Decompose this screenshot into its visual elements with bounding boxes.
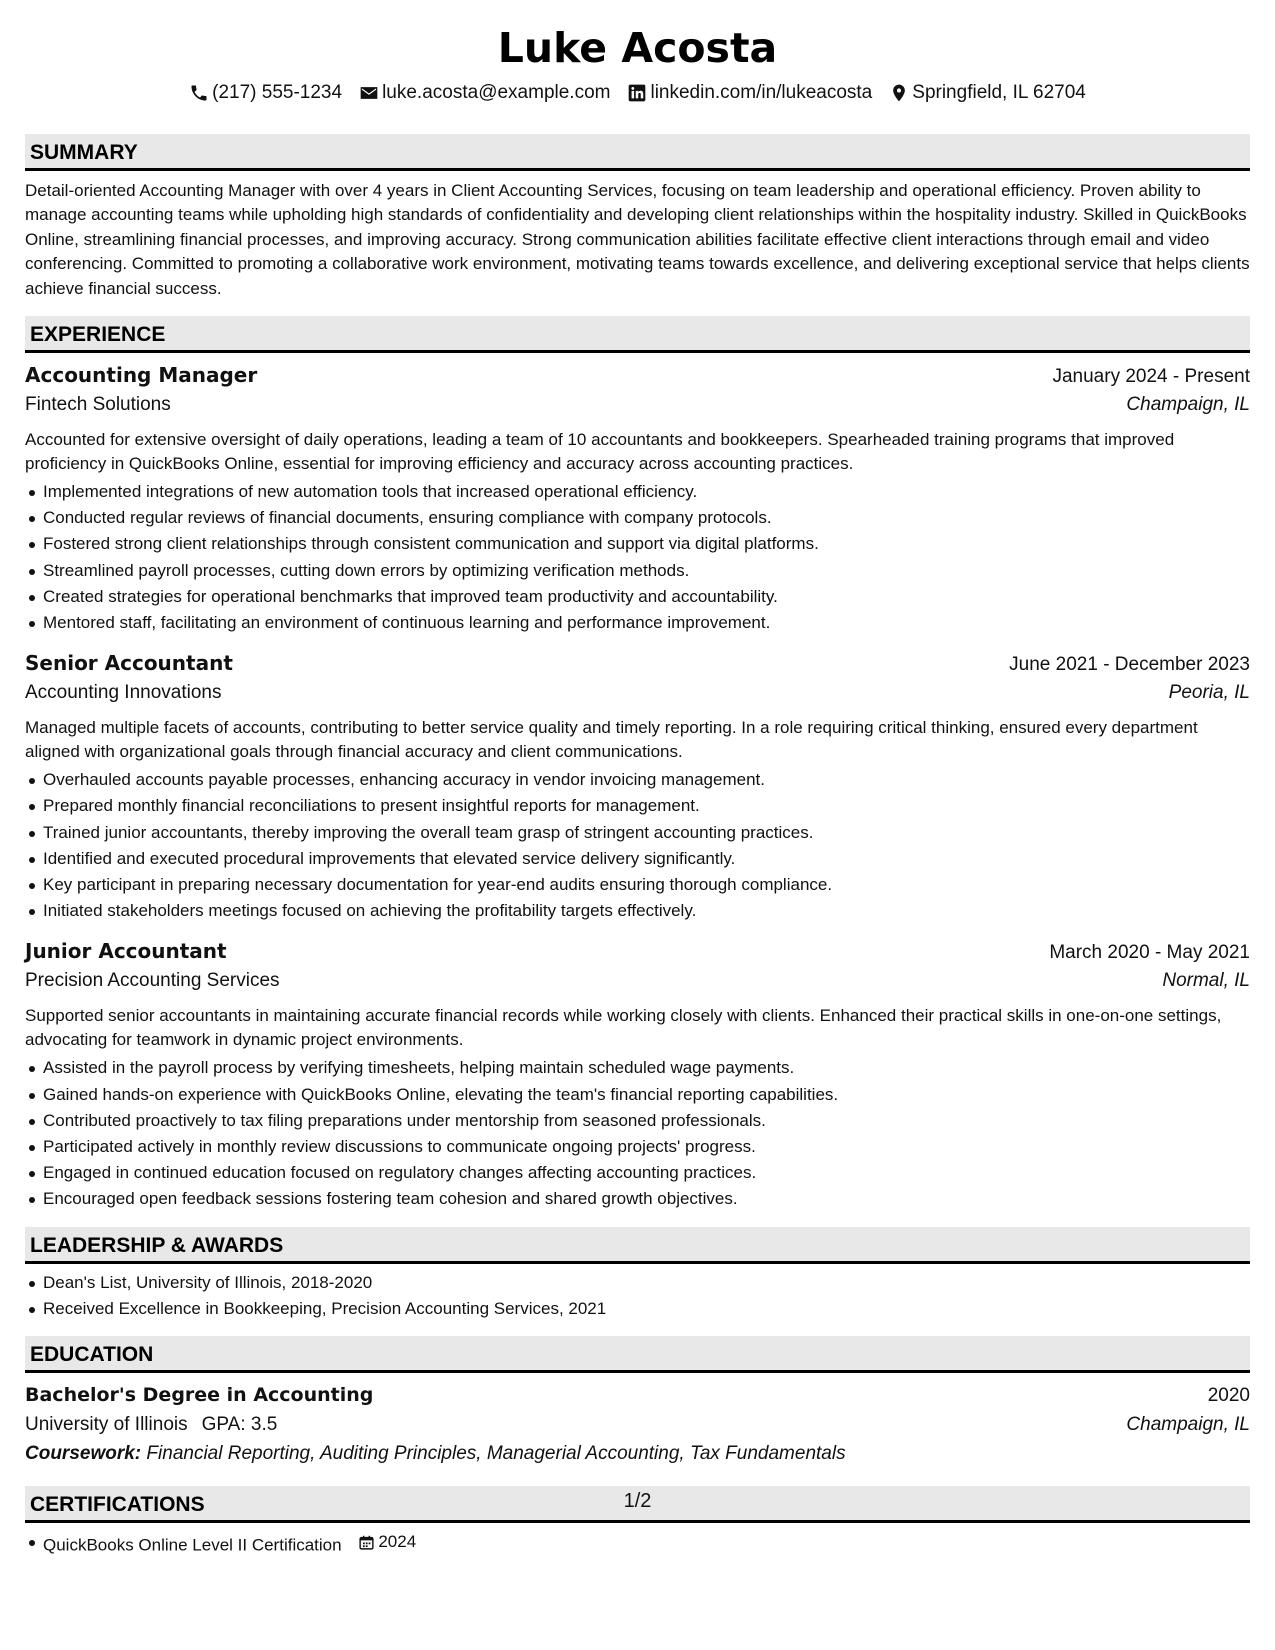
list-item [25, 1529, 1250, 1559]
certification-year: 2024 [378, 1532, 417, 1552]
list-item: Assisted in the payroll process by verifying timesheets, helping maintain scheduled wage payments. [25, 1055, 1250, 1081]
job-title-row [25, 938, 1250, 966]
job-bullets [25, 767, 1250, 924]
gpa: GPA: 3.5 [201, 1414, 278, 1436]
contact-bar [25, 82, 1250, 104]
job-entry-2 [25, 650, 1250, 924]
contact-email[interactable] [359, 82, 610, 104]
list-item: Participated actively in monthly review discussions to communicate ongoing projects' progress. [25, 1134, 1250, 1160]
awards-heading: LEADERSHIP & AWARDS [25, 1227, 1250, 1264]
list-item: Key participant in preparing necessary documentation for year-end audits ensuring thorough compliance. [25, 872, 1250, 898]
job-company-row [25, 678, 1250, 708]
envelope-icon [359, 83, 379, 103]
summary-text: Detail-oriented Accounting Manager with over 4 years in Client Accounting Services, focusing on team leadership and operational efficiency. Proven ability to manage accounting teams while upholding high standards of confidentiality and developing client relationships within the hospitality industry. Skilled in QuickBooks Online, streamlining financial processes, and improving accuracy. Strong communication abilities facilitate effective client interactions through email and video conferencing. Committed to promoting a collaborative work environment, motivating teams towards excellence, and delivering exceptional service that helps clients achieve financial success. [25, 181, 1250, 298]
job-company: Precision Accounting Services [25, 970, 280, 992]
job-description: Supported senior accountants in maintaining accurate financial records while working closely with clients. Enhanced their practical skills in one-on-one settings, advocating for teamwork in dynamic project environments. [25, 1006, 1222, 1050]
job-title-row [25, 362, 1250, 390]
list-item: Mentored staff, facilitating an environment of continuous learning and performance improvement. [25, 610, 1250, 636]
list-item: Initiated stakeholders meetings focused on achieving the profitability targets effectively. [25, 898, 1250, 924]
job-title-row [25, 650, 1250, 678]
contact-linkedin[interactable] [627, 82, 872, 104]
contact-phone [189, 82, 342, 104]
contact-linkedin-text: linkedin.com/in/lukeacosta [650, 82, 873, 103]
education-entry [25, 1381, 1250, 1468]
degree-row [25, 1381, 1250, 1410]
coursework-label: Coursework: [25, 1443, 142, 1465]
list-item: Conducted regular reviews of financial documents, ensuring compliance with company protocols. [25, 505, 1250, 531]
school [25, 1410, 277, 1440]
calendar-icon [358, 1534, 375, 1551]
job-title: Senior Accountant [25, 651, 233, 676]
awards-list [25, 1270, 1250, 1322]
list-item: Gained hands-on experience with QuickBooks Online, elevating the team's financial reporting capabilities. [25, 1082, 1250, 1108]
contact-phone-text: (217) 555-1234 [212, 82, 343, 103]
list-item: Dean's List, University of Illinois, 2018-2020 [25, 1270, 1250, 1296]
list-item: Trained junior accountants, thereby improving the overall team grasp of stringent accounting practices. [25, 820, 1250, 846]
list-item: Received Excellence in Bookkeeping, Precision Accounting Services, 2021 [25, 1296, 1250, 1322]
degree-title: Bachelor's Degree in Accounting [25, 1384, 374, 1407]
job-entry-1 [25, 362, 1250, 636]
school-name: University of Illinois [25, 1414, 188, 1436]
list-item: Encouraged open feedback sessions fostering team cohesion and shared growth objectives. [25, 1186, 1250, 1212]
school-row [25, 1410, 1250, 1440]
certifications-list [25, 1529, 1250, 1559]
list-item: Identified and executed procedural improvements that elevated service delivery significantly. [25, 846, 1250, 872]
candidate-name: Luke Acosta [497, 24, 778, 72]
job-title: Junior Accountant [25, 939, 227, 964]
contact-location-text: Springfield, IL 62704 [912, 82, 1086, 103]
list-item: Overhauled accounts payable processes, enhancing accuracy in vendor invoicing management. [25, 767, 1250, 793]
linkedin-icon [627, 83, 647, 103]
coursework-list: Financial Reporting, Auditing Principles, Managerial Accounting, Tax Fundamentals [146, 1443, 846, 1465]
certification-date [358, 1529, 416, 1555]
job-entry-3 [25, 938, 1250, 1212]
summary-heading: SUMMARY [25, 134, 1250, 171]
experience-heading: EXPERIENCE [25, 316, 1250, 353]
page-number: 1/2 [623, 1490, 652, 1512]
job-bullets [25, 1055, 1250, 1212]
job-location: Normal, IL [1162, 970, 1250, 992]
job-company: Fintech Solutions [25, 394, 171, 416]
job-bullets [25, 479, 1250, 636]
contact-location [889, 82, 1086, 104]
list-item: Engaged in continued education focused on regulatory changes affecting accounting practices. [25, 1160, 1250, 1186]
resume-content [25, 20, 1250, 1559]
job-description: Accounted for extensive oversight of daily operations, leading a team of 10 accountants and bookkeepers. Spearheaded training programs that improved proficiency in QuickBooks Online, essential for improving efficiency and accuracy across accounting practices. [25, 430, 1175, 474]
certification-name: QuickBooks Online Level II Certification [43, 1535, 342, 1555]
job-dates: June 2021 - December 2023 [1009, 654, 1250, 676]
map-marker-icon [889, 83, 909, 103]
job-description: Managed multiple facets of accounts, contributing to better service quality and timely reporting. In a role requiring critical thinking, ensured every department aligned with organizational goals through financial accuracy and client communications. [25, 718, 1198, 762]
list-item: Created strategies for operational benchmarks that improved team productivity and accountability. [25, 584, 1250, 610]
job-location: Peoria, IL [1168, 682, 1250, 704]
phone-icon [189, 83, 209, 103]
job-dates: January 2024 - Present [1052, 366, 1250, 388]
list-item: Fostered strong client relationships through consistent communication and support via digital platforms. [25, 531, 1250, 557]
degree-year: 2020 [1207, 1385, 1250, 1407]
job-company: Accounting Innovations [25, 682, 222, 704]
contact-email-text: luke.acosta@example.com [382, 82, 611, 103]
coursework [25, 1440, 1250, 1468]
school-location: Champaign, IL [1126, 1414, 1250, 1436]
job-company-row [25, 390, 1250, 420]
job-company-row [25, 966, 1250, 996]
certifications-heading: CERTIFICATIONS [25, 1486, 1250, 1523]
education-heading: EDUCATION [25, 1336, 1250, 1373]
list-item: Prepared monthly financial reconciliations to present insightful reports for management. [25, 793, 1250, 819]
job-dates: March 2020 - May 2021 [1049, 942, 1250, 964]
list-item: Implemented integrations of new automation tools that increased operational efficiency. [25, 479, 1250, 505]
list-item: Streamlined payroll processes, cutting down errors by optimizing verification methods. [25, 558, 1250, 584]
job-title: Accounting Manager [25, 363, 258, 388]
job-location: Champaign, IL [1126, 394, 1250, 416]
list-item: Contributed proactively to tax filing preparations under mentorship from seasoned professionals. [25, 1108, 1250, 1134]
